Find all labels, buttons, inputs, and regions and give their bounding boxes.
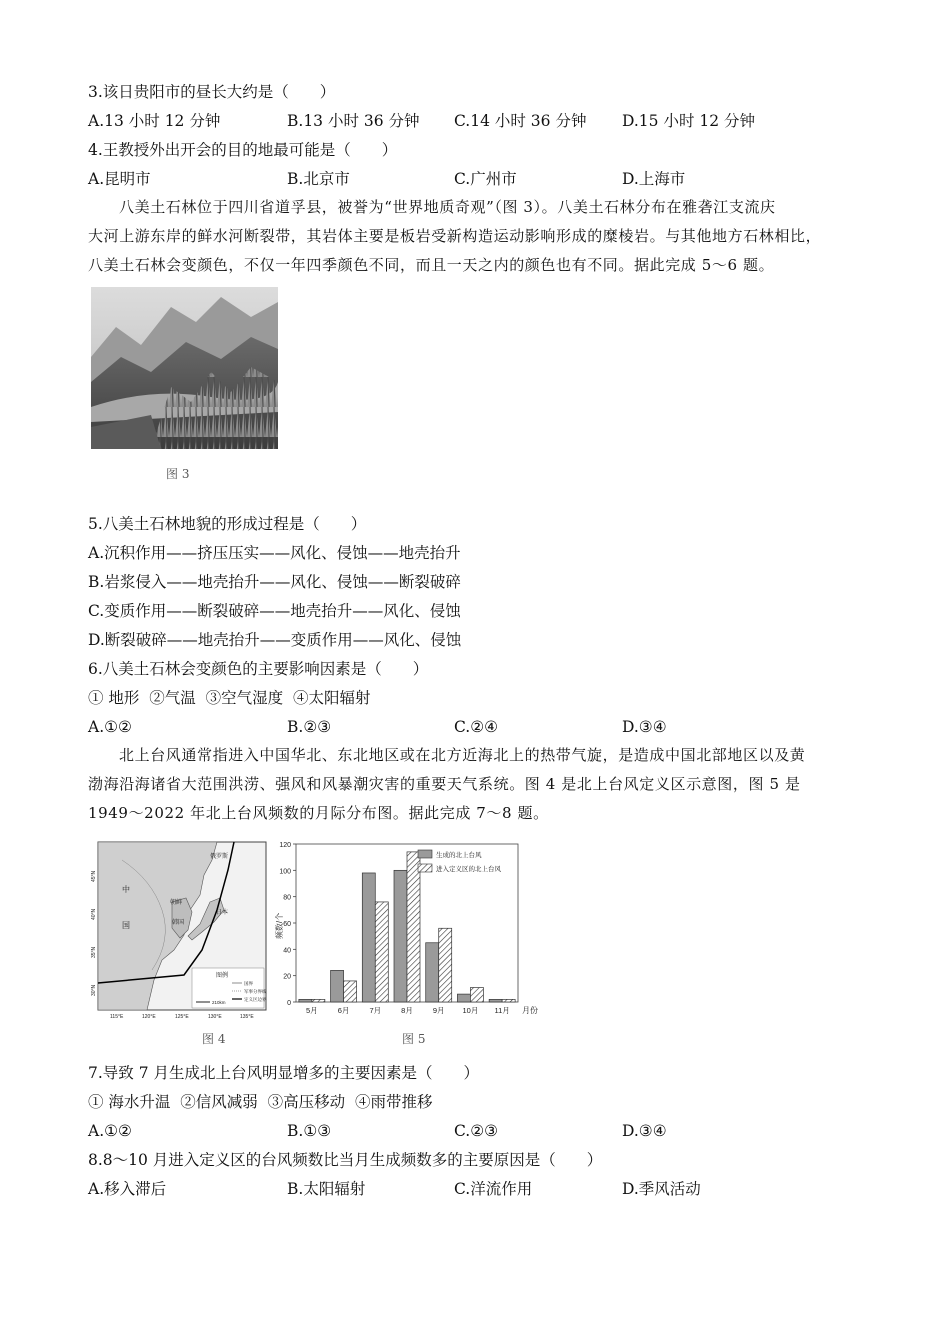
stone-forest-photo xyxy=(91,287,278,449)
passage2-line: 1949～2022 年北上台风频数的月际分布图。据此完成 7～8 题。 xyxy=(88,804,549,822)
q6-option-a[interactable]: A.①② xyxy=(88,718,132,736)
map-legend-item: 军事分界线 xyxy=(244,989,267,994)
map-lat-tick: 45°N xyxy=(91,870,97,882)
passage2-line: 北上台风通常指进入中国华北、东北地区或在北方近海北上的热带气旋，是造成中国北部地区以及黄 xyxy=(119,746,806,764)
chart-bar-entered xyxy=(502,999,515,1002)
map-lat-tick: 40°N xyxy=(91,908,97,920)
q7-items: ① 海水升温 ②信风减弱 ③高压移动 ④雨带推移 xyxy=(88,1093,433,1111)
chart-y-tick-label: 80 xyxy=(283,894,291,902)
q5-option-d[interactable]: D.断裂破碎——地壳抬升——变质作用——风化、侵蚀 xyxy=(88,631,462,649)
map-legend-title: 图例 xyxy=(216,973,229,979)
map-lon-tick: 125°E xyxy=(175,1014,189,1020)
chart-bar-entered xyxy=(375,902,388,1002)
q7-option-a[interactable]: A.①② xyxy=(88,1122,132,1140)
chart-y-label: 频数/个 xyxy=(275,912,284,940)
chart-y-tick-label: 40 xyxy=(283,947,291,955)
q6-option-b[interactable]: B.②③ xyxy=(287,718,332,736)
q8-options xyxy=(88,1179,788,1199)
q4-option-d[interactable]: D.上海市 xyxy=(622,170,686,188)
q6-option-d[interactable]: D.③④ xyxy=(622,718,667,736)
q5-option-b[interactable]: B.岩浆侵入——地壳抬升——风化、侵蚀——断裂破碎 xyxy=(88,573,461,591)
map-scale-label: 210km xyxy=(212,1000,226,1005)
chart-legend-swatch-generated xyxy=(418,850,432,858)
passage1-line: 大河上游东岸的鲜水河断裂带，其岩体主要是板岩受新构造运动影响形成的糜棱岩。与其他地方石林相比， xyxy=(88,227,822,245)
chart-x-tick-label: 9月 xyxy=(432,1006,445,1015)
map-label-north-korea: 朝鲜 xyxy=(170,900,183,906)
chart-y-tick-label: 100 xyxy=(279,868,291,876)
typhoon-frequency-chart xyxy=(272,838,548,1026)
map-lat-tick: 35°N xyxy=(91,946,97,958)
chart-y-tick-label: 0 xyxy=(287,1000,291,1007)
figure5-caption: 图 5 xyxy=(402,1032,426,1046)
q8-option-d[interactable]: D.季风活动 xyxy=(622,1180,701,1198)
q8-option-c[interactable]: C.洋流作用 xyxy=(454,1180,533,1198)
q8-option-b[interactable]: B.太阳辐射 xyxy=(287,1180,366,1198)
q8-stem: 8.8～10 月进入定义区的台风频数比当月生成频数多的主要原因是（ ） xyxy=(88,1151,603,1169)
chart-bar-entered xyxy=(470,988,483,1002)
map-label-japan: 日本 xyxy=(216,910,229,916)
chart-bar-generated xyxy=(362,873,375,1002)
map-label-china: 国 xyxy=(122,921,130,930)
passage-stone-forest xyxy=(88,193,868,280)
map-legend-item: 定义区边界 xyxy=(244,997,267,1002)
q5-option-c[interactable]: C.变质作用——断裂破碎——地壳抬升——风化、侵蚀 xyxy=(88,602,461,620)
passage-typhoon xyxy=(88,741,868,828)
q4-option-a[interactable]: A.昆明市 xyxy=(88,170,151,188)
map-lon-tick: 130°E xyxy=(208,1014,222,1020)
map-label-south-korea: 韩国 xyxy=(172,920,185,926)
chart-bar-entered xyxy=(312,999,325,1002)
q4-stem: 4.王教授外出开会的目的地最可能是（ ） xyxy=(88,141,398,159)
typhoon-definition-map xyxy=(92,840,270,1020)
q3-option-b[interactable]: B.13 小时 36 分钟 xyxy=(287,112,420,130)
chart-x-tick-label: 8月 xyxy=(401,1006,413,1015)
chart-bar-generated xyxy=(299,999,312,1002)
q7-stem: 7.导致 7 月生成北上台风明显增多的主要因素是（ ） xyxy=(88,1064,480,1082)
map-label-russia: 俄罗斯 xyxy=(210,854,229,860)
q3-option-c[interactable]: C.14 小时 36 分钟 xyxy=(454,112,587,130)
q7-option-d[interactable]: D.③④ xyxy=(622,1122,667,1140)
chart-bar-entered xyxy=(407,852,420,1002)
q4-option-c[interactable]: C.广州市 xyxy=(454,170,517,188)
chart-bar-entered xyxy=(439,928,452,1002)
chart-x-tick-label: 11月 xyxy=(494,1006,510,1015)
map-lon-tick: 135°E xyxy=(240,1014,254,1020)
chart-y-tick-label: 20 xyxy=(283,973,291,981)
chart-bar-entered xyxy=(344,981,357,1002)
q6-options xyxy=(88,717,788,737)
passage1-line: 八美土石林会变颜色，不仅一年四季颜色不同，而且一天之内的颜色也有不同。据此完成 5～6 题。 xyxy=(88,256,775,274)
figure4-caption: 图 4 xyxy=(202,1032,226,1046)
q7-option-b[interactable]: B.①③ xyxy=(287,1122,332,1140)
chart-bar-generated xyxy=(331,970,344,1002)
q6-items: ① 地形 ②气温 ③空气湿度 ④太阳辐射 xyxy=(88,689,371,707)
q7-option-c[interactable]: C.②③ xyxy=(454,1122,499,1140)
chart-legend-label: 生成的北上台风 xyxy=(436,852,482,859)
passage2-line: 渤海沿海诸省大范围洪涝、强风和风暴潮灾害的重要天气系统。图 4 是北上台风定义区示意图，图 5 是 xyxy=(88,775,801,793)
passage1-line: 八美土石林位于四川省道孚县，被誉为“世界地质奇观”（图 3）。八美土石林分布在雅砻江支流庆 xyxy=(119,198,776,216)
q6-stem: 6.八美土石林会变颜色的主要影响因素是（ ） xyxy=(88,660,429,678)
map-lat-tick: 30°N xyxy=(91,984,97,996)
map-label-china: 中 xyxy=(122,885,130,894)
map-legend-item: 国界 xyxy=(244,981,253,986)
chart-legend-label: 进入定义区的北上台风 xyxy=(436,866,501,873)
q8-option-a[interactable]: A.移入滞后 xyxy=(88,1180,167,1198)
map-lon-tick: 120°E xyxy=(142,1014,156,1020)
q3-option-d[interactable]: D.15 小时 12 分钟 xyxy=(622,112,756,130)
chart-bar-generated xyxy=(394,870,407,1002)
q5-stem: 5.八美土石林地貌的形成过程是（ ） xyxy=(88,515,367,533)
chart-x-tick-label: 7月 xyxy=(369,1006,382,1015)
chart-y-tick-label: 120 xyxy=(279,842,291,849)
q6-option-c[interactable]: C.②④ xyxy=(454,718,499,736)
q4-option-b[interactable]: B.北京市 xyxy=(287,170,350,188)
q7-options xyxy=(88,1121,788,1141)
chart-x-label: 月份 xyxy=(522,1006,538,1015)
figure3-caption: 图 3 xyxy=(166,467,190,481)
chart-bar-generated xyxy=(426,943,439,1002)
q3-stem: 3.该日贵阳市的昼长大约是（ ） xyxy=(88,83,336,101)
chart-x-tick-label: 5月 xyxy=(306,1006,318,1015)
chart-x-tick-label: 6月 xyxy=(337,1006,350,1015)
map-lon-tick: 115°E xyxy=(110,1014,124,1020)
chart-bar-generated xyxy=(489,999,502,1002)
q4-options xyxy=(88,169,788,189)
chart-legend-swatch-entered xyxy=(418,864,432,872)
q5-option-a[interactable]: A.沉积作用——挤压压实——风化、侵蚀——地壳抬升 xyxy=(88,544,461,562)
chart-bar-generated xyxy=(457,994,470,1002)
q3-options xyxy=(88,111,788,131)
q3-option-a[interactable]: A.13 小时 12 分钟 xyxy=(88,112,221,130)
chart-x-tick-label: 10月 xyxy=(462,1006,479,1015)
chart-y-tick-label: 60 xyxy=(283,921,291,928)
